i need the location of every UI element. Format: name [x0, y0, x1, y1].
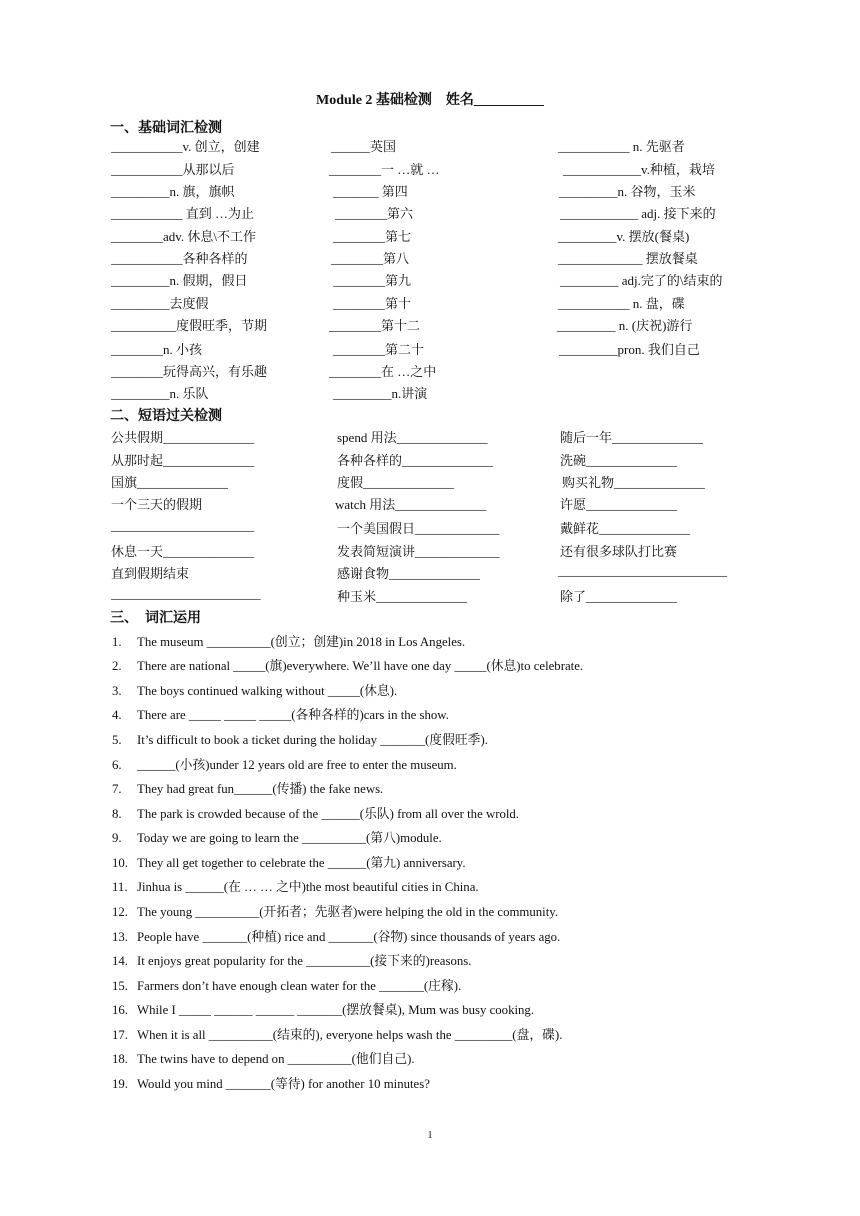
phrase-item: 国旗______________	[111, 475, 229, 490]
exercise-item	[112, 729, 488, 748]
phrase-item: 种玉米______________	[337, 589, 468, 604]
vocab-item: ________一 …就 …	[329, 162, 440, 177]
phrase-item: 发表简短演讲_____________	[337, 544, 500, 559]
exercise-item	[112, 1073, 430, 1092]
page-number: 1	[427, 1130, 433, 1141]
phrase-item: 一个美国假日_____________	[337, 521, 500, 536]
phrase-item: 休息一天______________	[111, 544, 255, 559]
exercise-number: 7.	[112, 782, 122, 796]
exercise-text: The boys continued walking without _____(休息).	[137, 684, 398, 698]
vocab-item: ___________各种各样的	[111, 251, 248, 266]
section3-heading: 三、 词汇运用	[110, 611, 201, 626]
vocab-item: ________在 …之中	[329, 364, 437, 379]
exercise-text: Farmers don’t have enough clean water for the _______(庄稼).	[137, 979, 462, 993]
vocab-item: ________玩得高兴，有乐趣	[111, 364, 268, 379]
exercise-item	[112, 680, 397, 699]
exercise-number: 19.	[112, 1077, 128, 1091]
exercise-item	[112, 754, 457, 773]
exercise-text: The park is crowded because of the ______(乐队) from all over the wrold.	[137, 807, 520, 821]
phrase-item: 戴鲜花______________	[560, 521, 691, 536]
vocab-item: _________ n. (庆祝)游行	[557, 318, 693, 333]
page-title: Module 2 基础检测 姓名__________	[316, 93, 544, 108]
exercise-text: They had great fun______(传播) the fake news.	[137, 782, 384, 796]
exercise-item	[112, 803, 519, 822]
phrase-item: 还有很多球队打比赛	[560, 544, 678, 559]
phrase-item: watch 用法______________	[335, 497, 487, 512]
vocab-item: _________n.讲演	[333, 386, 428, 401]
exercise-number: 18.	[112, 1052, 128, 1066]
exercise-number: 6.	[112, 758, 122, 772]
vocab-item: ___________ n. 先驱者	[558, 139, 685, 154]
exercise-number: 3.	[112, 684, 122, 698]
vocab-item: ________第八	[331, 251, 410, 266]
exercise-text: The museum __________(创立；创建)in 2018 in Los Angeles.	[137, 635, 466, 649]
vocab-item: ____________ adj. 接下来的	[560, 206, 716, 221]
vocab-item: ________第二十	[333, 342, 425, 357]
vocab-item: ________第十	[333, 296, 412, 311]
vocab-item: ___________从那以后	[111, 162, 235, 177]
phrase-item: 一个三天的假期	[111, 497, 203, 512]
exercise-text: They all get together to celebrate the ______(第九) anniversary.	[137, 856, 466, 870]
vocab-item: _________v. 摆放(餐桌)	[558, 229, 690, 244]
vocab-item: ________adv. 休息\不工作	[111, 229, 257, 244]
exercise-text: Today we are going to learn the __________(第八)module.	[137, 831, 442, 845]
exercise-item	[112, 999, 534, 1018]
exercise-item	[112, 950, 471, 969]
phrase-item: 除了______________	[560, 589, 678, 604]
phrase-item: 从那时起______________	[111, 453, 255, 468]
vocab-item: ________第十二	[329, 318, 421, 333]
exercise-item	[112, 876, 479, 895]
vocab-item: _________n. 假期，假日	[111, 273, 248, 288]
exercise-item	[112, 926, 560, 945]
exercise-text: The young __________(开拓者；先驱者)were helping the old in the community.	[137, 905, 559, 919]
vocab-item: _________pron. 我们自己	[559, 342, 700, 357]
exercise-number: 13.	[112, 930, 128, 944]
exercise-text: There are national _____(旗)everywhere. We’ll have one day _____(休息)to celebrate.	[137, 659, 584, 673]
vocab-item: ________n. 小孩	[111, 342, 203, 357]
exercise-number: 8.	[112, 807, 122, 821]
exercise-item	[112, 778, 383, 797]
phrase-item: ______________________	[111, 518, 254, 533]
exercise-item	[112, 975, 461, 994]
vocab-item: __________度假旺季，节期	[111, 318, 268, 333]
phrase-item: 随后一年______________	[560, 430, 704, 445]
vocab-item: ___________ 直到 …为止	[111, 206, 255, 221]
vocab-item: _________n. 旗，旗帜	[111, 184, 235, 199]
phrase-item: 购买礼物______________	[562, 475, 706, 490]
vocab-item: _______ 第四	[333, 184, 408, 199]
exercise-item	[112, 631, 465, 650]
exercise-number: 1.	[112, 635, 122, 649]
phrase-item: 各种各样的______________	[337, 453, 494, 468]
exercise-item	[112, 704, 449, 723]
exercise-number: 17.	[112, 1028, 128, 1042]
exercise-number: 5.	[112, 733, 122, 747]
exercise-text: Would you mind _______(等待) for another 10 minutes?	[137, 1077, 430, 1091]
exercise-text: People have _______(种植) rice and _______(谷物) since thousands of years ago.	[137, 930, 561, 944]
exercise-text: While I _____ ______ ______ _______(摆放餐桌), Mum was busy cooking.	[137, 1003, 535, 1017]
exercise-text: It’s difficult to book a ticket during the holiday _______(度假旺季).	[137, 733, 488, 747]
exercise-text: It enjoys great popularity for the __________(接下来的)reasons.	[137, 954, 472, 968]
exercise-item	[112, 852, 466, 871]
exercise-number: 14.	[112, 954, 128, 968]
exercise-number: 9.	[112, 831, 122, 845]
vocab-item: ________第九	[333, 273, 412, 288]
exercise-number: 15.	[112, 979, 128, 993]
phrase-item: 感谢食物______________	[337, 566, 481, 581]
vocab-item: ________第六	[335, 206, 414, 221]
phrase-item: 许愿______________	[560, 497, 678, 512]
vocab-item: ______英国	[331, 139, 397, 154]
phrase-item: 公共假期______________	[111, 430, 255, 445]
exercise-number: 10.	[112, 856, 128, 870]
vocab-item: _________n. 谷物，玉米	[559, 184, 696, 199]
exercise-text: There are _____ _____ _____(各种各样的)cars in the show.	[137, 708, 449, 722]
exercise-number: 4.	[112, 708, 122, 722]
exercise-text: ______(小孩)under 12 years old are free to enter the museum.	[137, 758, 457, 772]
vocab-item: _________去度假	[111, 296, 209, 311]
vocab-item: ___________v. 创立，创建	[111, 139, 260, 154]
vocab-item: ___________ n. 盘，碟	[558, 296, 685, 311]
section2-heading: 二、短语过关检测	[110, 409, 222, 424]
exercise-number: 16.	[112, 1003, 128, 1017]
vocab-item: ____________v.种植，栽培	[563, 162, 715, 177]
exercise-number: 12.	[112, 905, 128, 919]
phrase-item: 直到假期结束	[111, 566, 190, 581]
exercise-item	[112, 901, 558, 920]
vocab-item: _________ adj.完了的\结束的	[560, 273, 723, 288]
exercise-item	[112, 827, 442, 846]
exercise-item	[112, 1024, 562, 1043]
exercise-number: 11.	[112, 880, 128, 894]
phrase-item: _______________________	[111, 586, 261, 601]
exercise-item	[112, 655, 583, 674]
phrase-item: spend 用法______________	[337, 430, 488, 445]
phrase-item: 洗碗______________	[560, 453, 678, 468]
section1-heading: 一、基础词汇检测	[110, 121, 222, 136]
phrase-item: __________________________	[558, 563, 727, 578]
exercise-number: 2.	[112, 659, 122, 673]
vocab-item: _________n. 乐队	[111, 386, 209, 401]
exercise-text: When it is all __________(结束的), everyone helps wash the _________(盘，碟).	[137, 1028, 563, 1042]
exercise-text: The twins have to depend on __________(他们自己).	[137, 1052, 415, 1066]
exercise-text: Jinhua is ______(在 … … 之中)the most beautiful cities in China.	[137, 880, 479, 894]
phrase-item: 度假______________	[337, 475, 455, 490]
vocab-item: _____________ 摆放餐桌	[558, 251, 698, 266]
vocab-item: ________第七	[333, 229, 412, 244]
exercise-item	[112, 1048, 415, 1067]
